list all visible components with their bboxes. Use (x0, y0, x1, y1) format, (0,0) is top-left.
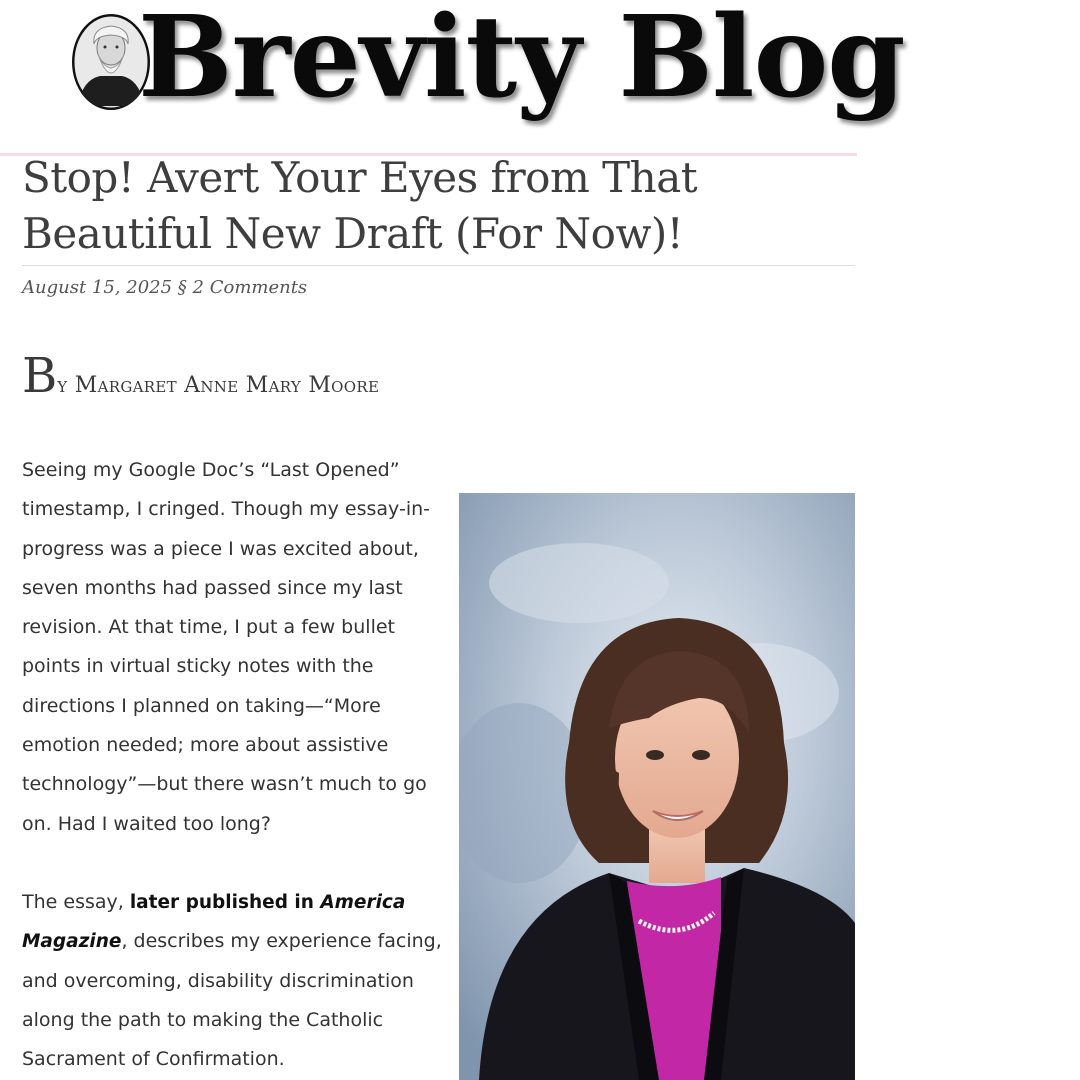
paragraph-2-lead: The essay, (22, 890, 130, 913)
site-logo[interactable]: Brevity Blog (138, 0, 905, 123)
post-body (22, 451, 442, 1079)
comments-link[interactable]: 2 Comments (192, 277, 308, 298)
post-meta (22, 277, 307, 298)
paragraph-2-rest: , describes my experience facing, and overcoming, disability discrimination along the path to making the Catholic Sacrament of Confirmation. (22, 930, 442, 1071)
byline-initial: B (22, 348, 58, 404)
post-date[interactable]: August 15, 2025 (22, 277, 173, 298)
byline-author: y Margaret Anne Mary Moore (57, 373, 380, 398)
title-divider (22, 265, 855, 266)
site-header (0, 0, 905, 150)
post-title[interactable]: Stop! Avert Your Eyes from That Beautiful New Draft (For Now)! (22, 153, 698, 258)
link-text: later published in (129, 891, 321, 913)
link-publication: America Magazine (22, 891, 406, 953)
meta-separator: § (177, 277, 187, 298)
byline (22, 348, 380, 404)
paragraph-1: Seeing my Google Doc’s “Last Opened” timestamp, I cringed. Though my essay-in-progress was a piece I was excited about, seven months had passed since my last revision. At that time, I put a few bullet points in virtual sticky notes with the directions I planned on taking—“More emotion needed; more about assistive technology”—but there wasn’t much to go on. Had I waited too long? (22, 459, 430, 835)
paragraph-2 (22, 883, 442, 1079)
author-photo (459, 493, 855, 1080)
